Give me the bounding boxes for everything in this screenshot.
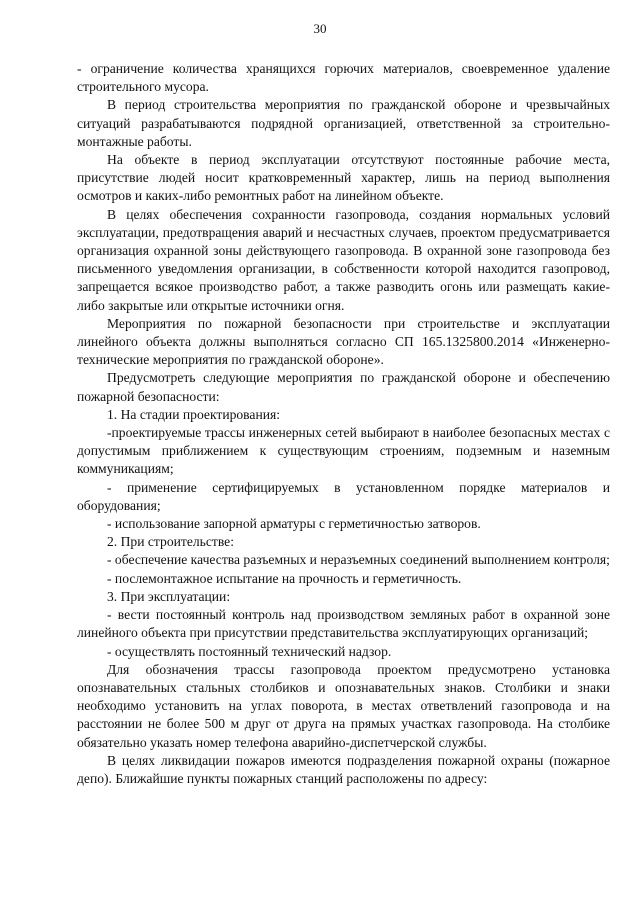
list-heading: 1. На стадии проектирования: — [107, 406, 281, 422]
list-item: - обеспечение качества разъемных и неразъемных соединений выполнением контроля; — [107, 552, 610, 568]
list-item: - использование запорной арматуры с герметичностью затворов. — [107, 516, 481, 532]
paragraph: Для обозначения трассы газопровода проектом предусмотрено установка опознавательных стальных столбиков и опознавательных знаков. Столбики и знаки необходимо установить на углах поворота, в местах ответвлений газопровода и на расстоянии не более 500 м друг от друга на прямых участках газопровода. На столбике обязательно указать номер телефона аварийно-диспетчерской службы. — [77, 661, 610, 750]
list-item: - послемонтажное испытание на прочность и герметичность. — [107, 570, 462, 586]
page-number: 30 — [313, 21, 327, 36]
paragraph: Предусмотреть следующие мероприятия по гражданской обороне и обеспечению пожарной безопасности: — [77, 370, 610, 404]
paragraph: Мероприятия по пожарной безопасности при строительстве и эксплуатации линейного объекта должны выполняться согласно СП 165.1325800.2014 «Инженерно-технические мероприятия по гражданской обороне». — [77, 315, 610, 368]
list-item: - применение сертифицируемых в установленном порядке материалов и оборудования; — [77, 479, 610, 513]
list-item: -проектируемые трассы инженерных сетей выбирают в наиболее безопасных местах с допустимым приближением к существующим строениям, подземным и наземным коммуникациям; — [77, 425, 610, 477]
paragraph: В целях обеспечения сохранности газопровода, создания нормальных условий эксплуатации, предотвращения аварий и несчастных случаев, проектом предусматривается организация охранной зоны действующего газопровода. В охранной зоне газопровода без письменного уведомления организации, в собственности которой находится газопровод, запрещается всякое производство работ, а также разводить огонь или размещать какие-либо закрытые или открытые источники огня. — [77, 206, 610, 313]
paragraph: На объекте в период эксплуатации отсутствуют постоянные рабочие места, присутствие людей носит кратковременный характер, лишь на период выполнения осмотров и каких-либо ремонтных работ на линейном объекте. — [77, 152, 610, 204]
document-body — [77, 60, 610, 788]
paragraph: - ограничение количества хранящихся горючих материалов, своевременное удаление строительного мусора. — [77, 61, 610, 95]
paragraph: В период строительства мероприятия по гражданской обороне и чрезвычайных ситуаций разрабатываются подрядной организацией, ответственной за строительно-монтажные работы. — [77, 97, 610, 149]
paragraph: В целях ликвидации пожаров имеются подразделения пожарной охраны (пожарное депо). Ближайшие пункты пожарных станций расположены по адресу: — [77, 752, 610, 786]
list-heading: 2. При строительстве: — [107, 534, 234, 550]
list-item: - вести постоянный контроль над производством земляных работ в охранной зоне линейного объекта при присутствии представительства эксплуатирующих организаций; — [77, 607, 610, 641]
list-heading: 3. При эксплуатации: — [107, 588, 231, 604]
list-item: - осуществлять постоянный технический надзор. — [107, 643, 392, 659]
